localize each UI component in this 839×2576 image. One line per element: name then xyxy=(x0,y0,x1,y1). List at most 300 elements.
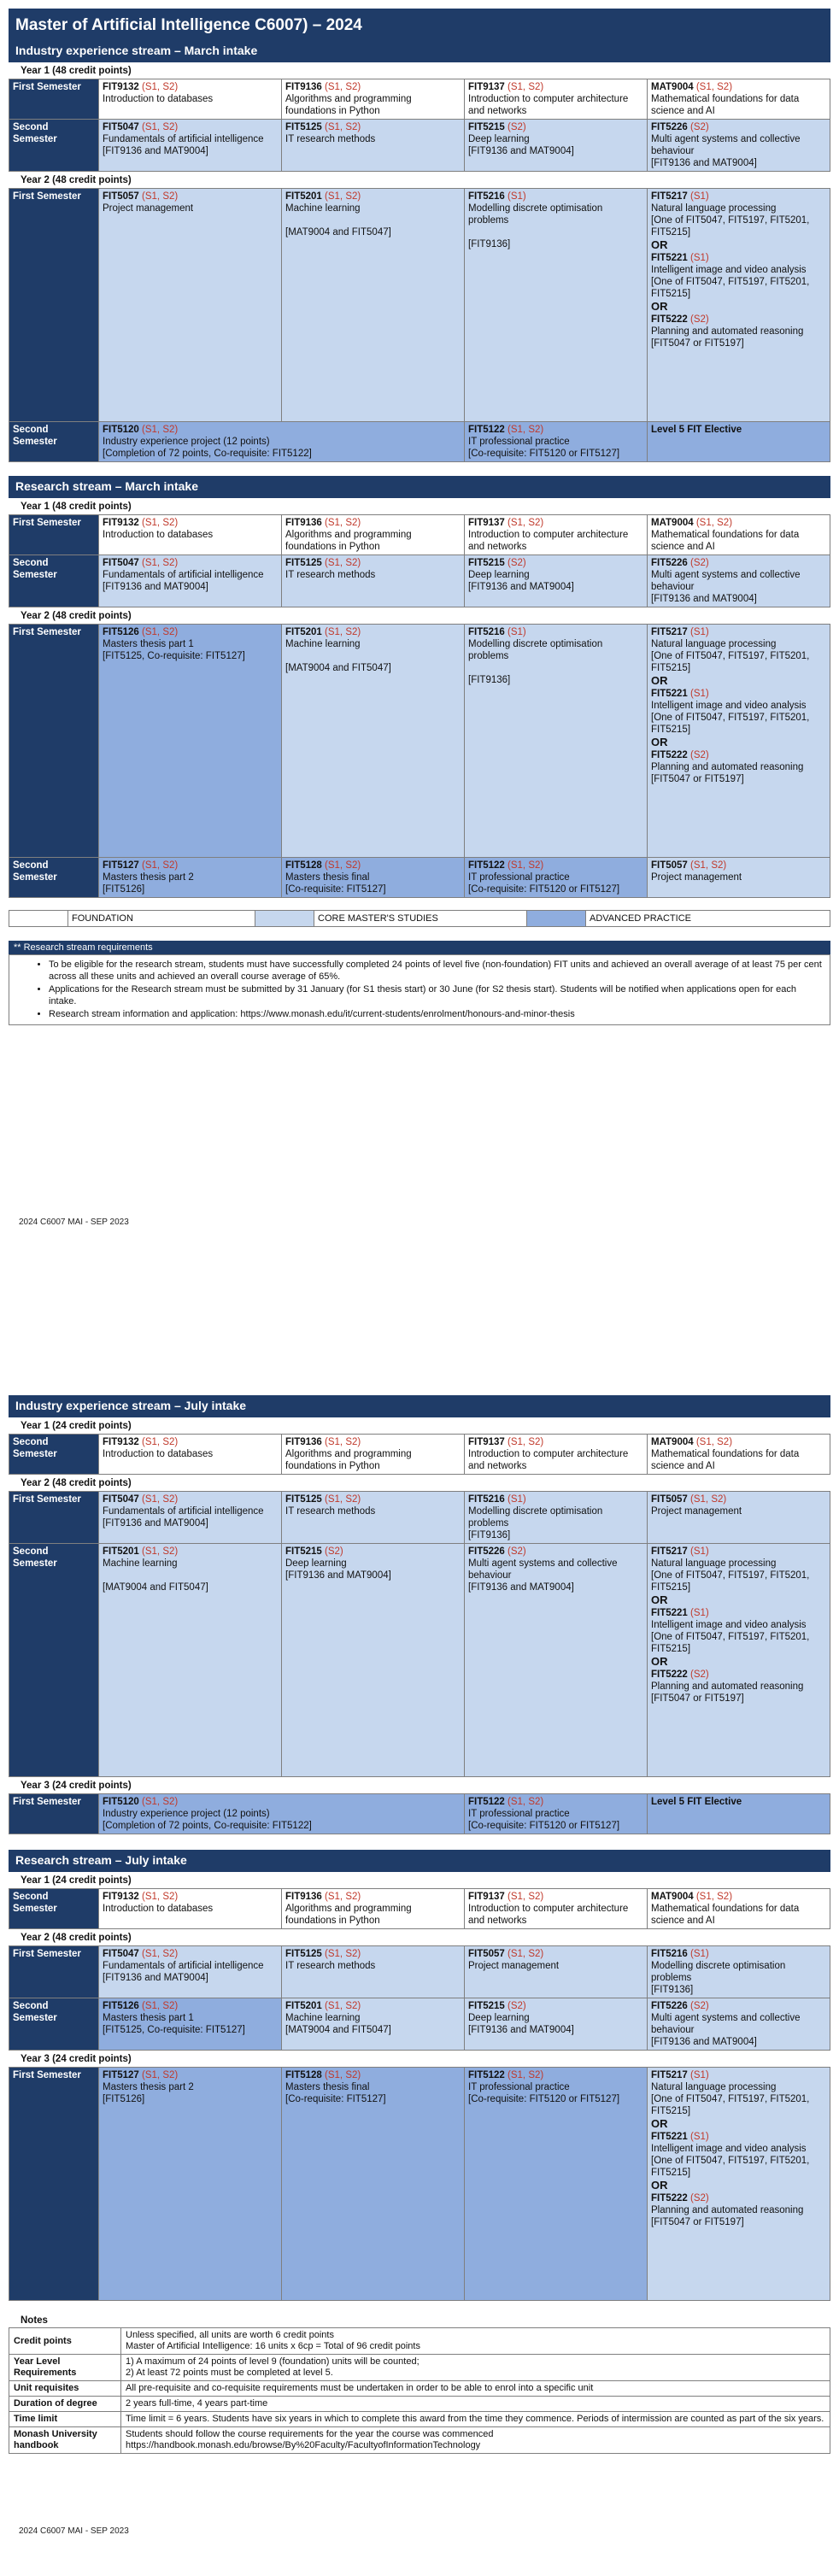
unit-cell xyxy=(465,120,648,172)
unit-prerequisite: [FIT9136] xyxy=(468,239,511,249)
unit-cell xyxy=(99,1889,282,1929)
legend-label-core: CORE MASTER'S STUDIES xyxy=(314,911,527,927)
or-separator: OR xyxy=(651,1655,668,1668)
stream-title: Research stream – March intake xyxy=(9,476,830,498)
unit-prerequisite: [One of FIT5047, FIT5197, FIT5201, FIT5215] xyxy=(651,2094,810,2116)
unit-name: IT professional practice xyxy=(468,1809,570,1819)
unit-semesters: (S1) xyxy=(690,2132,709,2142)
year-label: Year 2 (48 credit points) xyxy=(21,1478,132,1488)
unit-semesters: (S1) xyxy=(690,1949,709,1959)
unit-code: FIT5226 xyxy=(651,122,688,132)
page-1-content xyxy=(9,9,830,1025)
unit-code: FIT5226 xyxy=(651,558,688,568)
unit-semesters: (S1) xyxy=(690,191,709,202)
unit-name: IT professional practice xyxy=(468,437,570,447)
unit-code: FIT5047 xyxy=(103,1494,139,1505)
unit-code: FIT5125 xyxy=(285,558,322,568)
unit-code: FIT5221 xyxy=(651,1608,688,1618)
semester-table xyxy=(9,1888,830,1929)
unit-prerequisite: [FIT9136] xyxy=(651,1985,694,1995)
unit-name: Fundamentals of artificial intelligence xyxy=(103,570,264,580)
unit-semesters: (S2) xyxy=(690,750,709,760)
unit-semesters: (S1, S2) xyxy=(695,1892,733,1902)
unit-prerequisite: [FIT5047 or FIT5197] xyxy=(651,774,744,784)
unit-cell xyxy=(282,1435,465,1475)
unit-code: FIT5217 xyxy=(651,1546,688,1557)
elective-cell xyxy=(648,189,830,422)
notes-value xyxy=(121,2328,830,2355)
unit-semesters: (S1, S2) xyxy=(142,558,179,568)
unit-heading xyxy=(103,81,278,93)
unit-name: Machine learning xyxy=(285,639,361,649)
elective-cell xyxy=(648,1544,830,1777)
semester-label: Second Semester xyxy=(9,1435,99,1475)
unit-code: FIT5120 xyxy=(103,1797,139,1807)
unit-prerequisite xyxy=(468,226,643,238)
unit-heading xyxy=(651,1607,826,1619)
unit-prerequisite: [FIT9136 and MAT9004] xyxy=(468,146,574,156)
unit-cell xyxy=(282,1889,465,1929)
unit-cell xyxy=(465,1492,648,1544)
unit-prerequisite: [FIT9136 and MAT9004] xyxy=(651,158,757,168)
legend-swatch-core xyxy=(255,911,314,927)
unit-cell xyxy=(99,1435,282,1475)
unit-cell xyxy=(648,1946,830,1998)
unit-heading xyxy=(468,2000,643,2012)
notes-line: All pre-requisite and co-requisite requirements must be undertaken in order to be able to enrol into a specific unit xyxy=(126,2383,594,2393)
unit-cell xyxy=(648,515,830,555)
unit-heading xyxy=(468,1948,643,1960)
unit-cell xyxy=(282,1492,465,1544)
unit-heading xyxy=(103,121,278,133)
unit-prerequisite: [FIT9136 and MAT9004] xyxy=(103,1518,208,1529)
unit-heading xyxy=(285,1891,461,1903)
unit-code: FIT5217 xyxy=(651,191,688,202)
unit-name: Project management xyxy=(103,203,194,214)
unit-name: Introduction to computer architecture and networks xyxy=(468,530,629,552)
notes-label: Unit requisites xyxy=(9,2381,121,2397)
unit-cell xyxy=(282,555,465,607)
unit-cell xyxy=(465,555,648,607)
semester-table xyxy=(9,2067,830,2301)
unit-prerequisite: [FIT9136 and MAT9004] xyxy=(468,582,574,592)
unit-prerequisite: [FIT9136 and MAT9004] xyxy=(651,2037,757,2047)
notes-line: Master of Artificial Intelligence: 16 units x 6cp = Total of 96 credit points xyxy=(126,2341,420,2351)
unit-prerequisite: [FIT9136 and MAT9004] xyxy=(651,594,757,604)
unit-semesters: (S1) xyxy=(508,191,526,202)
unit-cell xyxy=(282,1946,465,1998)
unit-heading xyxy=(651,252,826,264)
unit-name: Introduction to computer architecture and networks xyxy=(468,94,629,116)
page-2 xyxy=(0,1288,839,2576)
unit-heading xyxy=(651,1546,826,1558)
unit-heading xyxy=(468,191,643,202)
unit-prerequisite: [Completion of 72 points, Co-requisite: FIT5122] xyxy=(103,449,312,459)
unit-code: FIT5122 xyxy=(468,2070,505,2080)
unit-code: FIT5126 xyxy=(103,2001,139,2011)
research-requirement-item: • Research stream information and application: https://www.monash.edu/it/current-students/enrolment/honours-and-minor-thesis xyxy=(49,1008,824,1020)
unit-code: FIT5120 xyxy=(103,425,139,435)
unit-code: FIT5216 xyxy=(651,1949,688,1959)
unit-name: Deep learning xyxy=(468,570,530,580)
unit-prerequisite: [One of FIT5047, FIT5197, FIT5201, FIT5215] xyxy=(651,651,810,673)
unit-semesters: (S1, S2) xyxy=(508,860,544,871)
unit-heading xyxy=(103,1546,278,1558)
legend-swatch-advanced xyxy=(527,911,586,927)
unit-cell xyxy=(465,2068,648,2301)
semester-table xyxy=(9,514,830,607)
unit-name: Planning and automated reasoning xyxy=(651,762,804,772)
unit-prerequisite: [FIT9136 and MAT9004] xyxy=(103,582,208,592)
unit-heading xyxy=(651,1436,826,1448)
unit-heading xyxy=(651,1669,826,1681)
unit-name: IT professional practice xyxy=(468,2082,570,2092)
unit-code: FIT5215 xyxy=(468,2001,505,2011)
unit-heading xyxy=(468,81,643,93)
notes-line: Students should follow the course requirements for the year the course was commenced xyxy=(126,2429,494,2439)
unit-prerequisite: [FIT9136] xyxy=(468,1530,511,1540)
semester-label: First Semester xyxy=(9,515,99,555)
unit-heading xyxy=(651,557,826,569)
notes-row xyxy=(9,2397,830,2412)
unit-cell xyxy=(282,625,465,858)
semester-label: First Semester xyxy=(9,2068,99,2301)
unit-heading xyxy=(651,1891,826,1903)
unit-heading xyxy=(651,860,826,871)
unit-heading xyxy=(468,121,643,133)
unit-name: Algorithms and programming foundations in Python xyxy=(285,1449,412,1471)
unit-heading xyxy=(651,2192,826,2204)
unit-code: FIT5057 xyxy=(468,1949,505,1959)
unit-semesters: (S1) xyxy=(508,1494,526,1505)
unit-name: Multi agent systems and collective behaviour xyxy=(651,134,801,156)
unit-name: Fundamentals of artificial intelligence xyxy=(103,1506,264,1517)
unit-prerequisite: [Completion of 72 points, Co-requisite: FIT5122] xyxy=(103,1821,312,1831)
unit-code: FIT5216 xyxy=(468,627,505,637)
unit-semesters: (S1, S2) xyxy=(325,2001,361,2011)
semester-label: First Semester xyxy=(9,1794,99,1834)
year-label: Year 2 (48 credit points) xyxy=(21,611,132,621)
unit-heading xyxy=(651,1493,826,1505)
unit-code: FIT5216 xyxy=(468,1494,505,1505)
semester-row xyxy=(9,625,830,858)
unit-code: FIT5125 xyxy=(285,122,322,132)
unit-semesters: (S1, S2) xyxy=(695,518,733,528)
unit-heading xyxy=(468,1891,643,1903)
unit-prerequisite: [FIT5047 or FIT5197] xyxy=(651,1693,744,1704)
page-2-content xyxy=(9,1395,830,2454)
legend-label-foundation: FOUNDATION xyxy=(68,911,255,927)
semester-table xyxy=(9,188,830,462)
unit-semesters: (S1, S2) xyxy=(325,1949,361,1959)
unit-semesters: (S1, S2) xyxy=(142,1949,179,1959)
or-separator: OR xyxy=(651,674,668,687)
notes-label: Credit points xyxy=(9,2328,121,2355)
unit-cell xyxy=(282,2068,465,2301)
or-separator: OR xyxy=(651,2117,668,2130)
semester-row xyxy=(9,1998,830,2051)
unit-cell xyxy=(282,189,465,422)
unit-heading xyxy=(285,860,461,871)
unit-semesters: (S1, S2) xyxy=(142,1494,179,1505)
semester-label: Second Semester xyxy=(9,422,99,462)
unit-cell xyxy=(99,1544,282,1777)
stream-title: Research stream – July intake xyxy=(9,1850,830,1872)
unit-code: FIT5125 xyxy=(285,1949,322,1959)
unit-cell xyxy=(465,1435,648,1475)
unit-name: Introduction to computer architecture and networks xyxy=(468,1449,629,1471)
unit-code: FIT9132 xyxy=(103,1437,139,1447)
unit-cell xyxy=(465,1544,648,1777)
notes-row xyxy=(9,2328,830,2355)
unit-name: Machine learning xyxy=(103,1558,178,1569)
unit-prerequisite: [Co-requisite: FIT5120 or FIT5127] xyxy=(468,449,620,459)
notes-row xyxy=(9,2381,830,2397)
unit-semesters: (S1) xyxy=(690,627,709,637)
unit-heading xyxy=(103,860,278,871)
unit-code: FIT5217 xyxy=(651,2070,688,2080)
unit-name: Natural language processing xyxy=(651,2082,777,2092)
unit-heading xyxy=(103,517,278,529)
semester-label: First Semester xyxy=(9,79,99,120)
notes-line: 1) A maximum of 24 points of level 9 (foundation) units will be counted; xyxy=(126,2356,420,2367)
semester-table xyxy=(9,1491,830,1777)
unit-heading xyxy=(103,191,278,202)
course-title: Master of Artificial Intelligence C6007) – 2024 xyxy=(9,9,830,40)
semester-label: Second Semester xyxy=(9,1889,99,1929)
unit-heading xyxy=(285,626,461,638)
unit-code: FIT5201 xyxy=(103,1546,139,1557)
unit-semesters: (S1, S2) xyxy=(142,627,179,637)
unit-prerequisite: [Co-requisite: FIT5120 or FIT5127] xyxy=(468,884,620,895)
unit-prerequisite: [FIT9136] xyxy=(468,675,511,685)
unit-cell xyxy=(648,1998,830,2051)
unit-name: Multi agent systems and collective behaviour xyxy=(651,570,801,592)
unit-name: Fundamentals of artificial intelligence xyxy=(103,134,264,144)
unit-cell xyxy=(465,1889,648,1929)
unit-heading xyxy=(468,626,643,638)
unit-heading xyxy=(285,121,461,133)
unit-heading xyxy=(285,1948,461,1960)
unit-name: Multi agent systems and collective behaviour xyxy=(651,2013,801,2035)
unit-heading xyxy=(103,1493,278,1505)
semester-row xyxy=(9,1946,830,1998)
notes-label: Monash University handbook xyxy=(9,2427,121,2454)
unit-semesters: (S1, S2) xyxy=(508,1437,544,1447)
unit-cell xyxy=(99,555,282,607)
unit-name: Industry experience project (12 points) xyxy=(103,1809,270,1819)
semester-row xyxy=(9,422,830,462)
unit-semesters: (S2) xyxy=(690,314,709,325)
unit-semesters: (S1, S2) xyxy=(690,860,727,871)
unit-semesters: (S1, S2) xyxy=(325,860,361,871)
unit-heading xyxy=(651,2000,826,2012)
unit-code: FIT9137 xyxy=(468,1892,505,1902)
unit-heading xyxy=(103,1796,461,1808)
unit-semesters: (S1, S2) xyxy=(508,1892,544,1902)
unit-semesters: (S1, S2) xyxy=(325,191,361,202)
unit-name: Modelling discrete optimisation problems xyxy=(468,203,603,226)
unit-heading xyxy=(103,1436,278,1448)
unit-code: FIT9137 xyxy=(468,1437,505,1447)
unit-semesters: (S1) xyxy=(690,1608,709,1618)
unit-name: Masters thesis final xyxy=(285,2082,370,2092)
unit-prerequisite: [One of FIT5047, FIT5197, FIT5201, FIT5215] xyxy=(651,2156,810,2178)
semester-row xyxy=(9,189,830,422)
unit-semesters: (S1, S2) xyxy=(695,82,733,92)
unit-name: Modelling discrete optimisation problems xyxy=(468,639,603,661)
notes-value xyxy=(121,2412,830,2427)
unit-name: Masters thesis part 2 xyxy=(103,872,194,883)
unit-semesters: (S1, S2) xyxy=(142,1437,179,1447)
unit-code: FIT5222 xyxy=(651,314,688,325)
unit-name: Planning and automated reasoning xyxy=(651,2205,804,2215)
unit-semesters: (S1) xyxy=(690,253,709,263)
notes-line: 2) At least 72 points must be completed at level 5. xyxy=(126,2368,333,2378)
semester-label: First Semester xyxy=(9,1946,99,1998)
semester-row xyxy=(9,515,830,555)
unit-code: FIT5201 xyxy=(285,2001,322,2011)
unit-heading xyxy=(468,2069,643,2081)
unit-name: IT professional practice xyxy=(468,872,570,883)
unit-semesters: (S2) xyxy=(690,2001,709,2011)
unit-semesters: (S1) xyxy=(690,1546,709,1557)
unit-code: FIT9132 xyxy=(103,1892,139,1902)
unit-name: IT research methods xyxy=(285,1961,376,1971)
unit-cell xyxy=(648,858,830,898)
semester-row xyxy=(9,1492,830,1544)
unit-code: FIT5057 xyxy=(103,191,139,202)
unit-name: Modelling discrete optimisation problems xyxy=(651,1961,786,1983)
unit-prerequisite: [FIT9136 and MAT9004] xyxy=(468,1582,574,1593)
unit-cell xyxy=(465,515,648,555)
unit-name: Mathematical foundations for data science and AI xyxy=(651,1904,800,1926)
unit-code: FIT5122 xyxy=(468,1797,505,1807)
unit-code: FIT5047 xyxy=(103,122,139,132)
page-footer: 2024 C6007 MAI - SEP 2023 xyxy=(19,2526,129,2536)
year-label: Year 1 (24 credit points) xyxy=(21,1875,132,1886)
unit-heading xyxy=(468,557,643,569)
elective-cell xyxy=(648,2068,830,2301)
unit-cell xyxy=(282,120,465,172)
unit-prerequisite xyxy=(285,214,461,226)
unit-heading xyxy=(651,749,826,761)
unit-code: FIT5221 xyxy=(651,2132,688,2142)
unit-semesters: (S1, S2) xyxy=(142,82,179,92)
unit-semesters: (S1, S2) xyxy=(508,2070,544,2080)
unit-semesters: (S1, S2) xyxy=(142,425,179,435)
unit-prerequisite: [FIT5126] xyxy=(103,2094,145,2104)
unit-code: FIT5128 xyxy=(285,2070,322,2080)
unit-code: FIT5047 xyxy=(103,558,139,568)
unit-semesters: (S2) xyxy=(508,558,526,568)
unit-name: Project management xyxy=(651,872,742,883)
or-separator: OR xyxy=(651,238,668,251)
unit-heading xyxy=(651,314,826,326)
unit-cell xyxy=(465,1946,648,1998)
unit-prerequisite: [FIT5126] xyxy=(103,884,145,895)
semester-label: Second Semester xyxy=(9,858,99,898)
unit-cell xyxy=(648,555,830,607)
semester-label: Second Semester xyxy=(9,1998,99,2051)
notes-line: Time limit = 6 years. Students have six years in which to complete this award from the time they commence. Periods of intermission are counted as part of the six years. xyxy=(126,2414,824,2424)
unit-code: FIT5127 xyxy=(103,2070,139,2080)
unit-name: Fundamentals of artificial intelligence xyxy=(103,1961,264,1971)
unit-semesters: (S2) xyxy=(325,1546,343,1557)
unit-prerequisite: [FIT5047 or FIT5197] xyxy=(651,338,744,349)
unit-heading xyxy=(103,1948,278,1960)
unit-semesters: (S1, S2) xyxy=(142,860,179,871)
unit-code: FIT5222 xyxy=(651,750,688,760)
unit-name: Masters thesis part 2 xyxy=(103,2082,194,2092)
unit-heading xyxy=(651,626,826,638)
unit-name: Machine learning xyxy=(285,203,361,214)
unit-cell xyxy=(99,79,282,120)
unit-cell xyxy=(648,1492,830,1544)
unit-cell xyxy=(99,625,282,858)
unit-cell xyxy=(282,79,465,120)
unit-code: FIT9137 xyxy=(468,82,505,92)
unit-prerequisite: [One of FIT5047, FIT5197, FIT5201, FIT5215] xyxy=(651,1632,810,1654)
unit-cell xyxy=(648,120,830,172)
unit-code: FIT5057 xyxy=(651,1494,688,1505)
unit-heading xyxy=(468,1493,643,1505)
unit-cell xyxy=(465,1998,648,2051)
unit-name: Project management xyxy=(468,1961,560,1971)
or-separator: OR xyxy=(651,736,668,748)
unit-prerequisite: [MAT9004 and FIT5047] xyxy=(285,663,391,673)
unit-heading xyxy=(103,2069,278,2081)
unit-code: FIT5047 xyxy=(103,1949,139,1959)
unit-heading xyxy=(285,2069,461,2081)
legend xyxy=(9,910,830,927)
unit-semesters: (S1, S2) xyxy=(142,2070,179,2080)
unit-prerequisite: [MAT9004 and FIT5047] xyxy=(285,227,391,238)
unit-semesters: (S2) xyxy=(508,2001,526,2011)
unit-semesters: (S2) xyxy=(690,2193,709,2203)
unit-semesters: (S1, S2) xyxy=(142,1797,179,1807)
unit-code: FIT9136 xyxy=(285,1892,322,1902)
unit-semesters: (S1, S2) xyxy=(695,1437,733,1447)
unit-code: FIT5125 xyxy=(285,1494,322,1505)
unit-cell xyxy=(648,422,830,462)
semester-row xyxy=(9,79,830,120)
unit-name: Modelling discrete optimisation problems xyxy=(468,1506,603,1529)
semester-row xyxy=(9,120,830,172)
unit-code: FIT5215 xyxy=(468,122,505,132)
unit-code: FIT5215 xyxy=(468,558,505,568)
elective-cell xyxy=(648,625,830,858)
unit-prerequisite: [FIT9136 and MAT9004] xyxy=(468,2025,574,2035)
unit-prerequisite: [MAT9004 and FIT5047] xyxy=(285,2025,391,2035)
unit-code: FIT5226 xyxy=(651,2001,688,2011)
unit-semesters: (S1, S2) xyxy=(325,1494,361,1505)
unit-heading xyxy=(468,517,643,529)
unit-heading xyxy=(285,191,461,202)
unit-heading xyxy=(103,2000,278,2012)
unit-cell xyxy=(99,515,282,555)
notes-row xyxy=(9,2412,830,2427)
unit-prerequisite xyxy=(103,1570,278,1581)
unit-name: Intelligent image and video analysis xyxy=(651,1620,807,1630)
unit-cell xyxy=(99,1946,282,1998)
unit-code: MAT9004 xyxy=(651,1892,694,1902)
stream-industry-march xyxy=(9,40,830,462)
unit-semesters: (S2) xyxy=(690,122,709,132)
unit-name: Natural language processing xyxy=(651,203,777,214)
unit-semesters: (S1, S2) xyxy=(325,2070,361,2080)
stream-research-march xyxy=(9,476,830,898)
